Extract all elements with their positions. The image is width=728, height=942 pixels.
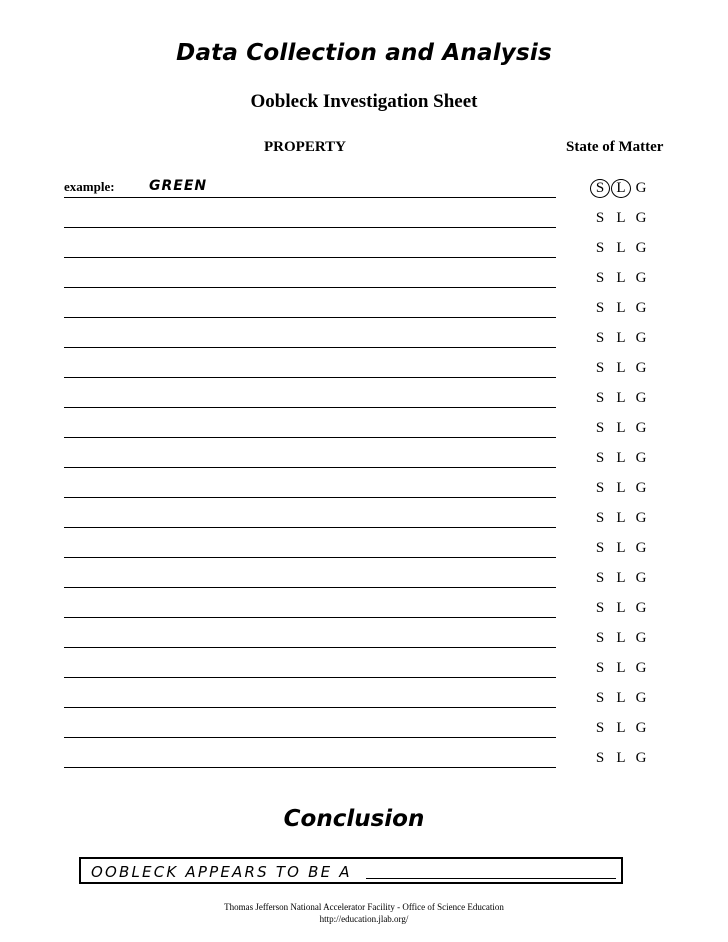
state-option-s[interactable]: S (595, 390, 605, 406)
state-option-s[interactable]: S (595, 750, 605, 766)
property-entry-line[interactable] (64, 407, 556, 408)
state-option-g[interactable]: G (635, 210, 647, 226)
state-option-s[interactable]: S (595, 210, 605, 226)
property-entry-line[interactable] (64, 227, 556, 228)
state-option-l[interactable]: L (616, 720, 626, 736)
state-column-header: State of Matter (566, 139, 664, 155)
state-option-s[interactable]: S (595, 330, 605, 346)
property-entry-line[interactable] (64, 467, 556, 468)
state-option-g: G (635, 180, 647, 196)
property-entry-line[interactable] (64, 257, 556, 258)
state-option-s[interactable]: S (595, 420, 605, 436)
footer-organization: Thomas Jefferson National Accelerator Facility - Office of Science Education (224, 902, 504, 912)
state-option-l[interactable]: L (616, 240, 626, 256)
property-column-header: PROPERTY (264, 139, 346, 155)
state-option-s[interactable]: S (595, 510, 605, 526)
property-entry-line[interactable] (64, 287, 556, 288)
property-entry-line[interactable] (64, 737, 556, 738)
state-option-l[interactable]: L (616, 420, 626, 436)
state-option-g[interactable]: G (635, 360, 647, 376)
state-option-l[interactable]: L (616, 570, 626, 586)
state-option-l[interactable]: L (616, 540, 626, 556)
state-option-g[interactable]: G (635, 300, 647, 316)
state-option-l[interactable]: L (616, 450, 626, 466)
property-entry-line[interactable] (64, 557, 556, 558)
footer-url: http://education.jlab.org/ (319, 914, 409, 924)
state-option-s[interactable]: S (595, 690, 605, 706)
state-option-s[interactable]: S (595, 630, 605, 646)
property-entry-line[interactable] (64, 377, 556, 378)
state-option-s[interactable]: S (595, 360, 605, 376)
state-option-s[interactable]: S (595, 450, 605, 466)
state-option-g[interactable]: G (635, 600, 647, 616)
state-option-s[interactable]: S (595, 720, 605, 736)
property-entry-line[interactable] (64, 647, 556, 648)
example-row-line (64, 197, 556, 198)
conclusion-title: Conclusion (283, 806, 425, 832)
conclusion-box (79, 857, 623, 884)
conclusion-answer-line[interactable] (366, 878, 616, 879)
state-option-l: L (611, 179, 631, 198)
state-option-g[interactable]: G (635, 420, 647, 436)
state-option-g[interactable]: G (635, 630, 647, 646)
property-entry-line[interactable] (64, 767, 556, 768)
property-entry-line[interactable] (64, 497, 556, 498)
property-entry-line[interactable] (64, 317, 556, 318)
state-option-l[interactable]: L (616, 210, 626, 226)
state-option-l[interactable]: L (616, 480, 626, 496)
state-option-l[interactable]: L (616, 510, 626, 526)
state-option-g[interactable]: G (635, 240, 647, 256)
state-option-s[interactable]: S (595, 240, 605, 256)
state-option-g[interactable]: G (635, 570, 647, 586)
property-entry-line[interactable] (64, 707, 556, 708)
property-entry-line[interactable] (64, 617, 556, 618)
state-option-s[interactable]: S (595, 300, 605, 316)
state-option-l[interactable]: L (616, 300, 626, 316)
state-option-s[interactable]: S (595, 600, 605, 616)
example-value: GREEN (149, 178, 208, 194)
state-option-g[interactable]: G (635, 540, 647, 556)
state-option-l[interactable]: L (616, 690, 626, 706)
state-option-l[interactable]: L (616, 270, 626, 286)
state-option-g[interactable]: G (635, 480, 647, 496)
state-option-l[interactable]: L (616, 750, 626, 766)
state-option-g[interactable]: G (635, 720, 647, 736)
state-option-s[interactable]: S (595, 270, 605, 286)
state-option-g[interactable]: G (635, 510, 647, 526)
state-option-g[interactable]: G (635, 450, 647, 466)
state-option-s: S (590, 179, 610, 198)
state-option-s[interactable]: S (595, 480, 605, 496)
state-option-l[interactable]: L (616, 600, 626, 616)
property-entry-line[interactable] (64, 347, 556, 348)
state-option-g[interactable]: G (635, 660, 647, 676)
state-option-l[interactable]: L (616, 660, 626, 676)
state-option-l[interactable]: L (616, 390, 626, 406)
property-entry-line[interactable] (64, 437, 556, 438)
state-option-s[interactable]: S (595, 540, 605, 556)
state-option-l[interactable]: L (616, 360, 626, 376)
state-option-g[interactable]: G (635, 750, 647, 766)
state-option-g[interactable]: G (635, 690, 647, 706)
page-title: Data Collection and Analysis (176, 40, 552, 66)
state-option-l[interactable]: L (616, 330, 626, 346)
conclusion-prompt: OOBLECK APPEARS TO BE A (91, 863, 352, 881)
property-entry-line[interactable] (64, 587, 556, 588)
property-entry-line[interactable] (64, 677, 556, 678)
state-option-g[interactable]: G (635, 330, 647, 346)
state-option-s[interactable]: S (595, 660, 605, 676)
state-option-g[interactable]: G (635, 390, 647, 406)
state-option-s[interactable]: S (595, 570, 605, 586)
state-option-l[interactable]: L (616, 630, 626, 646)
example-label: example: (64, 179, 115, 194)
sheet-subtitle: Oobleck Investigation Sheet (250, 91, 478, 112)
property-entry-line[interactable] (64, 527, 556, 528)
state-option-g[interactable]: G (635, 270, 647, 286)
